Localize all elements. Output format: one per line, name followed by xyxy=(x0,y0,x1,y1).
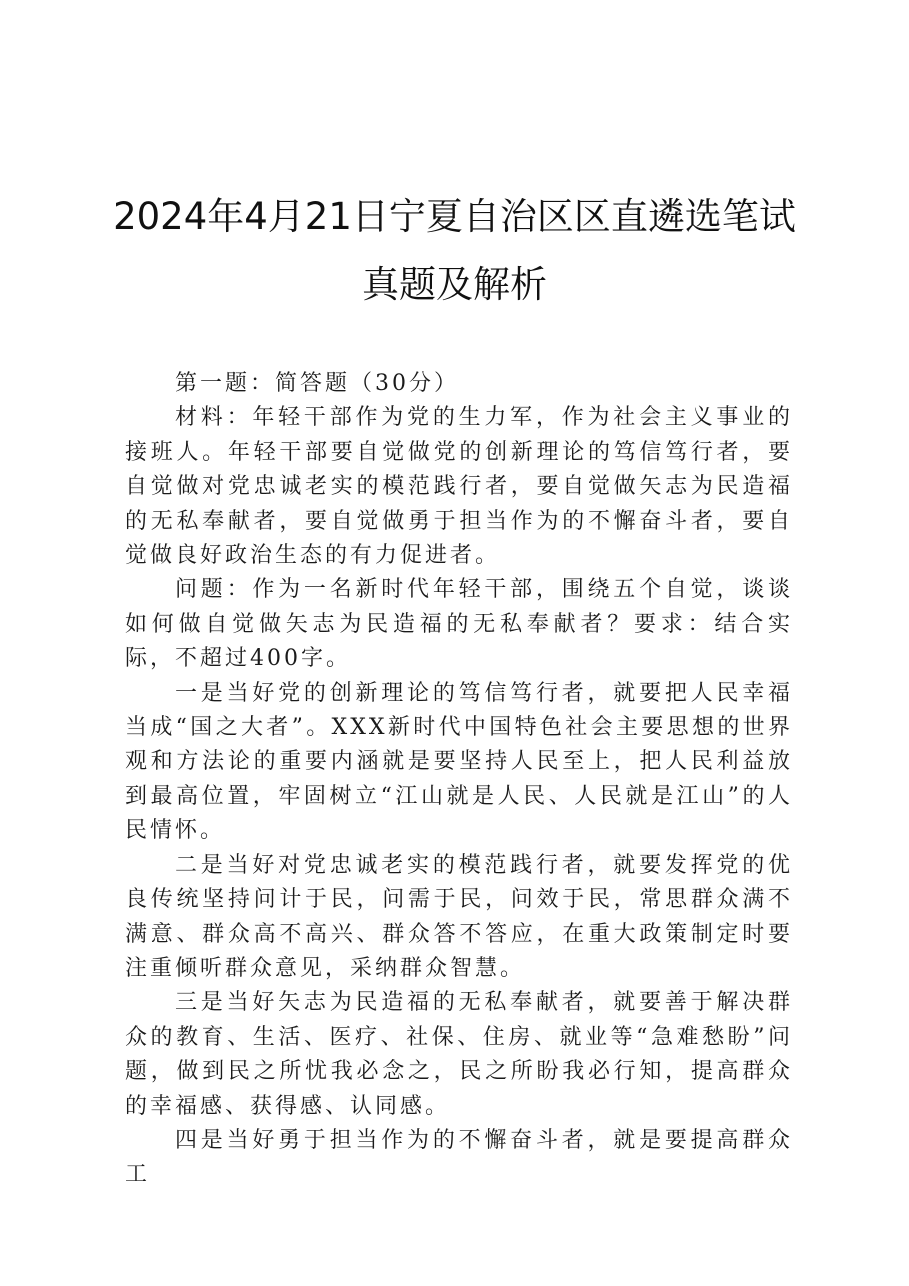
document-title-line-1: 2024年4月21日宁夏自治区区直遴选笔试 xyxy=(113,195,796,238)
material-paragraph: 材料：年轻干部作为党的生力军，作为社会主义事业的接班人。年轻干部要自觉做党的创新理论的笃信笃行者，要自觉做对党忠诚老实的模范践行者，要自觉做矢志为民造福的无私奉献者，要自觉做勇于担当作为的不懈奋斗者，要自觉做良好政治生态的有力促进者。 xyxy=(125,405,793,569)
answer-point-3: 三是当好矢志为民造福的无私奉献者，就要善于解决群众的教育、生活、医疗、社保、住房、就业等“急难愁盼”问题，做到民之所忧我必念之，民之所盼我必行知，提高群众的幸福感、获得感、认同感。 xyxy=(125,990,793,1119)
answer-point-2: 二是当好对党忠诚老实的模范践行者，就要发挥党的优良传统坚持问计于民，问需于民，问效于民，常思群众满不满意、群众高不高兴、群众答不答应，在重大政策制定时要注重倾听群众意见，采纳群众智慧。 xyxy=(125,852,793,981)
question-heading: 第一题：简答题（30分） xyxy=(175,371,459,396)
answer-point-4: 四是当好勇于担当作为的不懈奋斗者，就是要提高群众工 xyxy=(125,1127,793,1188)
document-title-line-2: 真题及解析 xyxy=(362,263,547,306)
answer-point-1: 一是当好党的创新理论的笃信笃行者，就要把人民幸福当成“国之大者”。XXX新时代中国特色社会主要思想的世界观和方法论的重要内涵就是要坚持人民至上，把人民利益放到最高位置，牢固树立“江山就是人民、人民就是江山”的人民情怀。 xyxy=(125,680,793,844)
document-body xyxy=(125,367,793,1193)
question-paragraph: 问题：作为一名新时代年轻干部，围绕五个自觉，谈谈如何做自觉做矢志为民造福的无私奉献者？要求：结合实际，不超过400字。 xyxy=(125,577,793,672)
